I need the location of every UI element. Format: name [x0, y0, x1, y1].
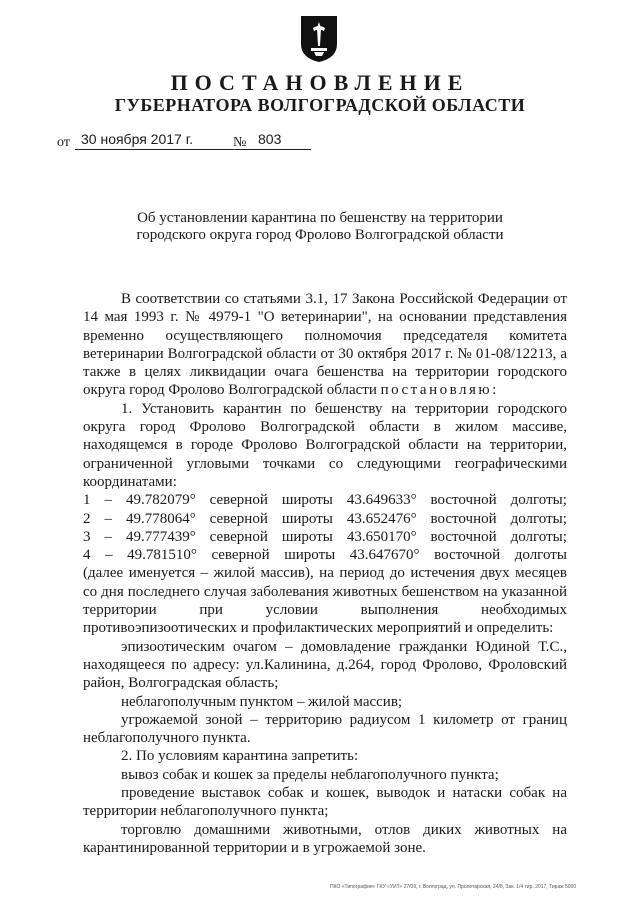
coord-latitude: 49.782079° [125, 492, 196, 509]
coat-of-arms-emblem [299, 14, 339, 64]
coord-dash: – [104, 492, 112, 509]
coord-longitude: 43.649633° [346, 492, 417, 509]
resolve-word: постановляю: [380, 382, 499, 399]
coord-longitude: 43.652476° [346, 510, 417, 527]
coord-latitude: 49.778064° [125, 510, 196, 527]
coord-lat-word: широты [281, 492, 333, 509]
ban-paragraph: торговлю домашними животными, отлов диких животных на карантинированной территории и в угрожаемой зоне. [83, 821, 567, 856]
after-coordinates-paragraph: (далее именуется – жилой массив), на период до истечения двух месяцев со дня последнего случая заболевания животных бешенством на указанной территории при условии выполнения необходимых противоэпизоотических и профилактических мероприятий и определить: [83, 565, 567, 637]
coord-longitude: 43.647670° [349, 547, 420, 564]
date-value: 30 ноября 2017 г. [81, 131, 193, 147]
date-label: от [57, 135, 70, 150]
document-subject [100, 210, 540, 244]
coord-dash: – [104, 510, 112, 527]
coord-number: 2 [83, 510, 91, 527]
number-value: 803 [258, 131, 282, 147]
coordinate-row [83, 528, 567, 546]
coord-lat-word: северной [211, 547, 270, 564]
coord-number: 4 [83, 547, 91, 564]
number-label: № [233, 135, 247, 150]
subject-line: Об установлении карантина по бешенству на территории [137, 210, 503, 226]
coord-lat-word: северной [209, 510, 268, 527]
coord-lon-word: долготы; [510, 492, 567, 509]
coord-latitude: 49.777439° [125, 528, 196, 545]
coord-lon-word: долготы; [510, 528, 567, 545]
coord-lat-word: широты [281, 528, 333, 545]
coord-lat-word: северной [209, 492, 268, 509]
item-2-paragraph: 2. По условиям карантина запретить: [121, 748, 359, 765]
subject-line: городского округа город Фролово Волгоградской области [136, 227, 504, 243]
coord-lat-word: широты [284, 547, 336, 564]
coord-lon-word: восточной [430, 528, 497, 545]
coord-dash: – [105, 547, 113, 564]
date-number-row [57, 131, 357, 153]
unfavorable-paragraph: неблагополучным пунктом – жилой массив; [121, 693, 403, 710]
focus-paragraph: эпизоотическим очагом – домовладение гражданки Юдиной Т.С., находящееся по адресу: ул.Калинина, д.264, город Фролово, Фроловский район, Волгоградская область; [83, 638, 567, 692]
coord-lon-word: долготы [514, 547, 567, 564]
ban-paragraph: проведение выставок собак и кошек, выводок и натаски собак на территории неблагополучного пункта; [83, 785, 567, 820]
coord-lon-word: долготы; [510, 510, 567, 527]
coord-lon-word: восточной [430, 492, 497, 509]
coord-lat-word: северной [209, 528, 268, 545]
document-body [83, 290, 567, 857]
intro-text: В соответствии со статьями 3.1, 17 Закона Российской Федерации от 14 мая 1993 г. № 4979-1 "О ветеринарии", на основании представления временно осуществляющего полномочия председателя комитета ветеринарии Волгоградской области от 30 октября 2017 г. № 01-08/12213, а также в целях ликвидации очага бешенства на территории городского округа город Фролово Волгоградской области [83, 291, 567, 399]
item-1-paragraph: 1. Установить карантин по бешенству на территории городского округа город Фролово Волгоградской области в жилом массиве, находящемся в городе Фролово Волгоградской области на территории, ограниченной угловыми точками со следующими географическими координатами: [83, 400, 567, 490]
number-underline [253, 149, 311, 150]
coord-lon-word: восточной [434, 547, 501, 564]
ban-paragraph: вывоз собак и кошек за пределы неблагополучного пункта; [121, 766, 499, 783]
print-info-footer: ПКО «Типография» ГКУ «УИТ» 27/09, г. Волгоград, ул. Пролетарская, 24/8, Зак. 1/4 тир. 2017, Тираж 5000 [330, 884, 577, 890]
coord-number: 3 [83, 528, 91, 545]
intro-paragraph [83, 290, 567, 400]
coordinate-row [83, 491, 567, 509]
threatened-zone-paragraph: угрожаемой зоной – территорию радиусом 1 километр от границ неблагополучного пункта. [83, 711, 567, 747]
coord-latitude: 49.781510° [127, 547, 197, 564]
coordinate-row [83, 546, 567, 564]
coord-lon-word: восточной [430, 510, 497, 527]
coord-longitude: 43.650170° [346, 528, 417, 545]
coord-number: 1 [83, 492, 91, 509]
coord-lat-word: широты [281, 510, 333, 527]
issuer-title: ГУБЕРНАТОРА ВОЛГОГРАДСКОЙ ОБЛАСТИ [114, 95, 526, 115]
coord-dash: – [104, 528, 112, 545]
document-title: ПОСТАНОВЛЕНИЕ [170, 70, 470, 95]
coordinate-row [83, 510, 567, 528]
